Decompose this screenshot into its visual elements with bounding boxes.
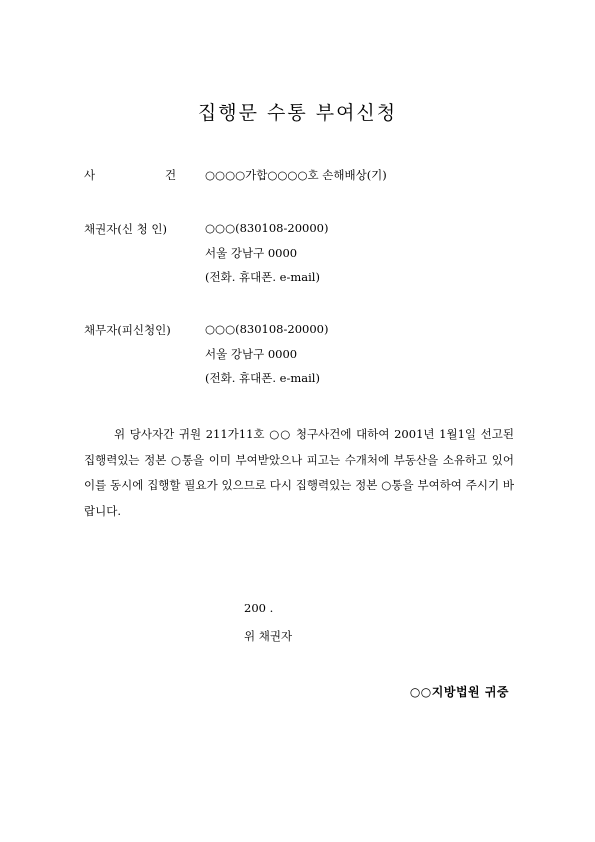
document-title: 집행문 수통 부여신청 [197, 102, 398, 124]
date-line: 200 . [244, 601, 274, 615]
case-label-left: 사 [84, 168, 96, 182]
debtor-label: 채무자(피신청인) [84, 323, 171, 337]
debtor-contact: (전화. 휴대폰. e-mail) [205, 371, 320, 385]
body-paragraph: 위 당사자간 귀원 211가11호 ○○ 청구사건에 대하여 2001년 1월1일 선고된집행력있는 정본 ○통을 이미 부여받았으나 피고는 수개처에 부동산을 소유하고 있어 이를 동시에 집행할 필요가 있으므로 다시 집행력있는 정본 ○통을 부여하여 주시기 바랍니다. [84, 427, 514, 518]
creditor-name: ○○○(830108-20000) [205, 221, 329, 235]
creditor-label: 채권자(신 청 인) [84, 222, 167, 236]
debtor-name: ○○○(830108-20000) [205, 322, 329, 336]
case-label-right: 건 [165, 168, 177, 182]
creditor-contact: (전화. 휴대폰. e-mail) [205, 270, 320, 284]
creditor-address: 서울 강남구 0000 [205, 246, 298, 260]
signer-line: 위 채권자 [244, 629, 293, 643]
debtor-address: 서울 강남구 0000 [205, 347, 298, 361]
court-addressee: ○○지방법원 귀중 [409, 685, 509, 699]
case-value: ○○○○가합○○○○호 손해배상(기) [205, 168, 387, 182]
